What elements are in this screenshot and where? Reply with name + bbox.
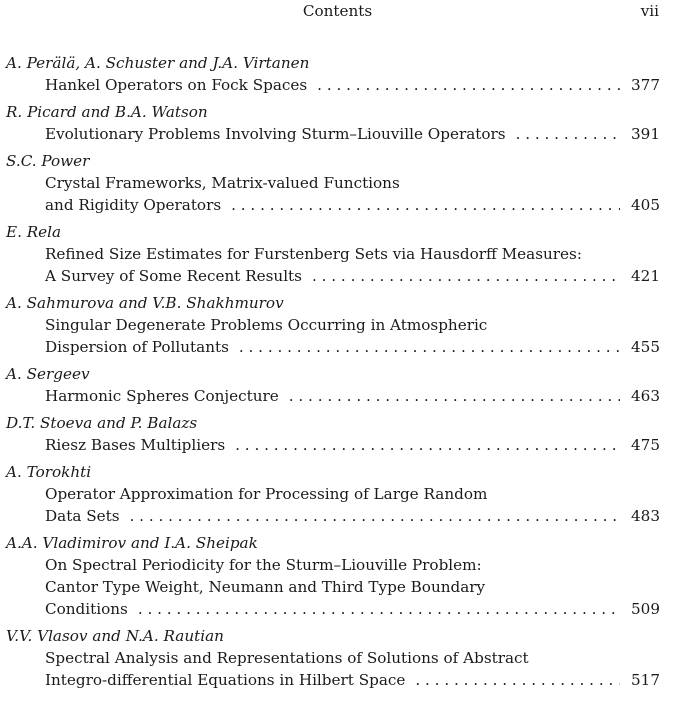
entry-title-line: Operator Approximation for Processing of Large Random [45,485,488,503]
entry-title-text: Data Sets [45,507,120,525]
dot-leader [312,265,620,287]
dot-leader [289,385,620,407]
entry-title-text: A Survey of Some Recent Results [45,267,302,285]
entry-page-number: 463 [631,387,660,405]
entry-title-line: Cantor Type Weight, Neumann and Third Type Boundary [45,578,486,596]
dot-leader [516,123,620,145]
dot-leader [415,669,620,691]
entry-title-text: Harmonic Spheres Conjecture [45,387,279,405]
entry-authors: D.T. Stoeva and P. Balazs [6,414,198,432]
entry-title-final-line [6,598,660,620]
entry-page-number: 517 [631,671,660,689]
entry-authors: S.C. Power [6,152,90,170]
entry-title-text: Hankel Operators on Fock Spaces [45,76,308,94]
entry-title-line: Crystal Frameworks, Matrix-valued Functions [45,174,400,192]
dot-leader [130,505,620,527]
entry-title-text: Evolutionary Problems Involving Sturm–Liouville Operators [45,125,506,143]
table-of-contents [6,52,660,696]
dot-leader [235,434,620,456]
toc-entry [6,221,660,287]
entry-title-text: Conditions [45,600,128,618]
entry-title-final-line [6,385,660,407]
entry-title-final-line [6,336,660,358]
toc-entry [6,101,660,145]
running-title: Contents [302,2,373,20]
toc-entry [6,363,660,407]
dot-leader [317,74,620,96]
entry-title-text: Integro-differential Equations in Hilbert Space [45,671,406,689]
entry-authors: A. Sergeev [6,365,90,383]
entry-page-number: 455 [631,338,660,356]
dot-leader [231,194,620,216]
entry-title-final-line [6,669,660,691]
entry-title-line: On Spectral Periodicity for the Sturm–Liouville Problem: [45,556,482,574]
entry-title-final-line [6,505,660,527]
entry-authors: R. Picard and B.A. Watson [6,103,208,121]
entry-title-final-line [6,123,660,145]
toc-entry [6,52,660,96]
entry-page-number: 405 [631,196,660,214]
toc-entry [6,625,660,691]
entry-title-final-line [6,434,660,456]
page-number: vii [640,2,659,20]
entry-title-text: Dispersion of Pollutants [45,338,229,356]
toc-entry [6,412,660,456]
entry-title-final-line [6,194,660,216]
entry-authors: E. Rela [6,223,62,241]
entry-authors: A.A. Vladimirov and I.A. Sheipak [6,534,258,552]
entry-page-number: 377 [631,76,660,94]
entry-page-number: 475 [631,436,660,454]
entry-authors: A. Perälä, A. Schuster and J.A. Virtanen [6,54,310,72]
entry-title-final-line [6,265,660,287]
entry-authors: A. Sahmurova and V.B. Shakhmurov [6,294,284,312]
running-header [0,2,675,26]
entry-title-line: Singular Degenerate Problems Occurring in Atmospheric [45,316,488,334]
entry-page-number: 509 [631,600,660,618]
entry-title-line: Refined Size Estimates for Furstenberg Sets via Hausdorff Measures: [45,245,582,263]
entry-page-number: 483 [631,507,660,525]
entry-authors: V.V. Vlasov and N.A. Rautian [6,627,224,645]
toc-entry [6,532,660,620]
toc-entry [6,150,660,216]
dot-leader [138,598,620,620]
entry-page-number: 391 [631,125,660,143]
dot-leader [239,336,620,358]
toc-entry [6,461,660,527]
entry-title-text: Riesz Bases Multipliers [45,436,226,454]
entry-title-line: Spectral Analysis and Representations of Solutions of Abstract [45,649,529,667]
toc-entry [6,292,660,358]
entry-title-final-line [6,74,660,96]
entry-title-text: and Rigidity Operators [45,196,222,214]
entry-page-number: 421 [631,267,660,285]
entry-authors: A. Torokhti [6,463,92,481]
